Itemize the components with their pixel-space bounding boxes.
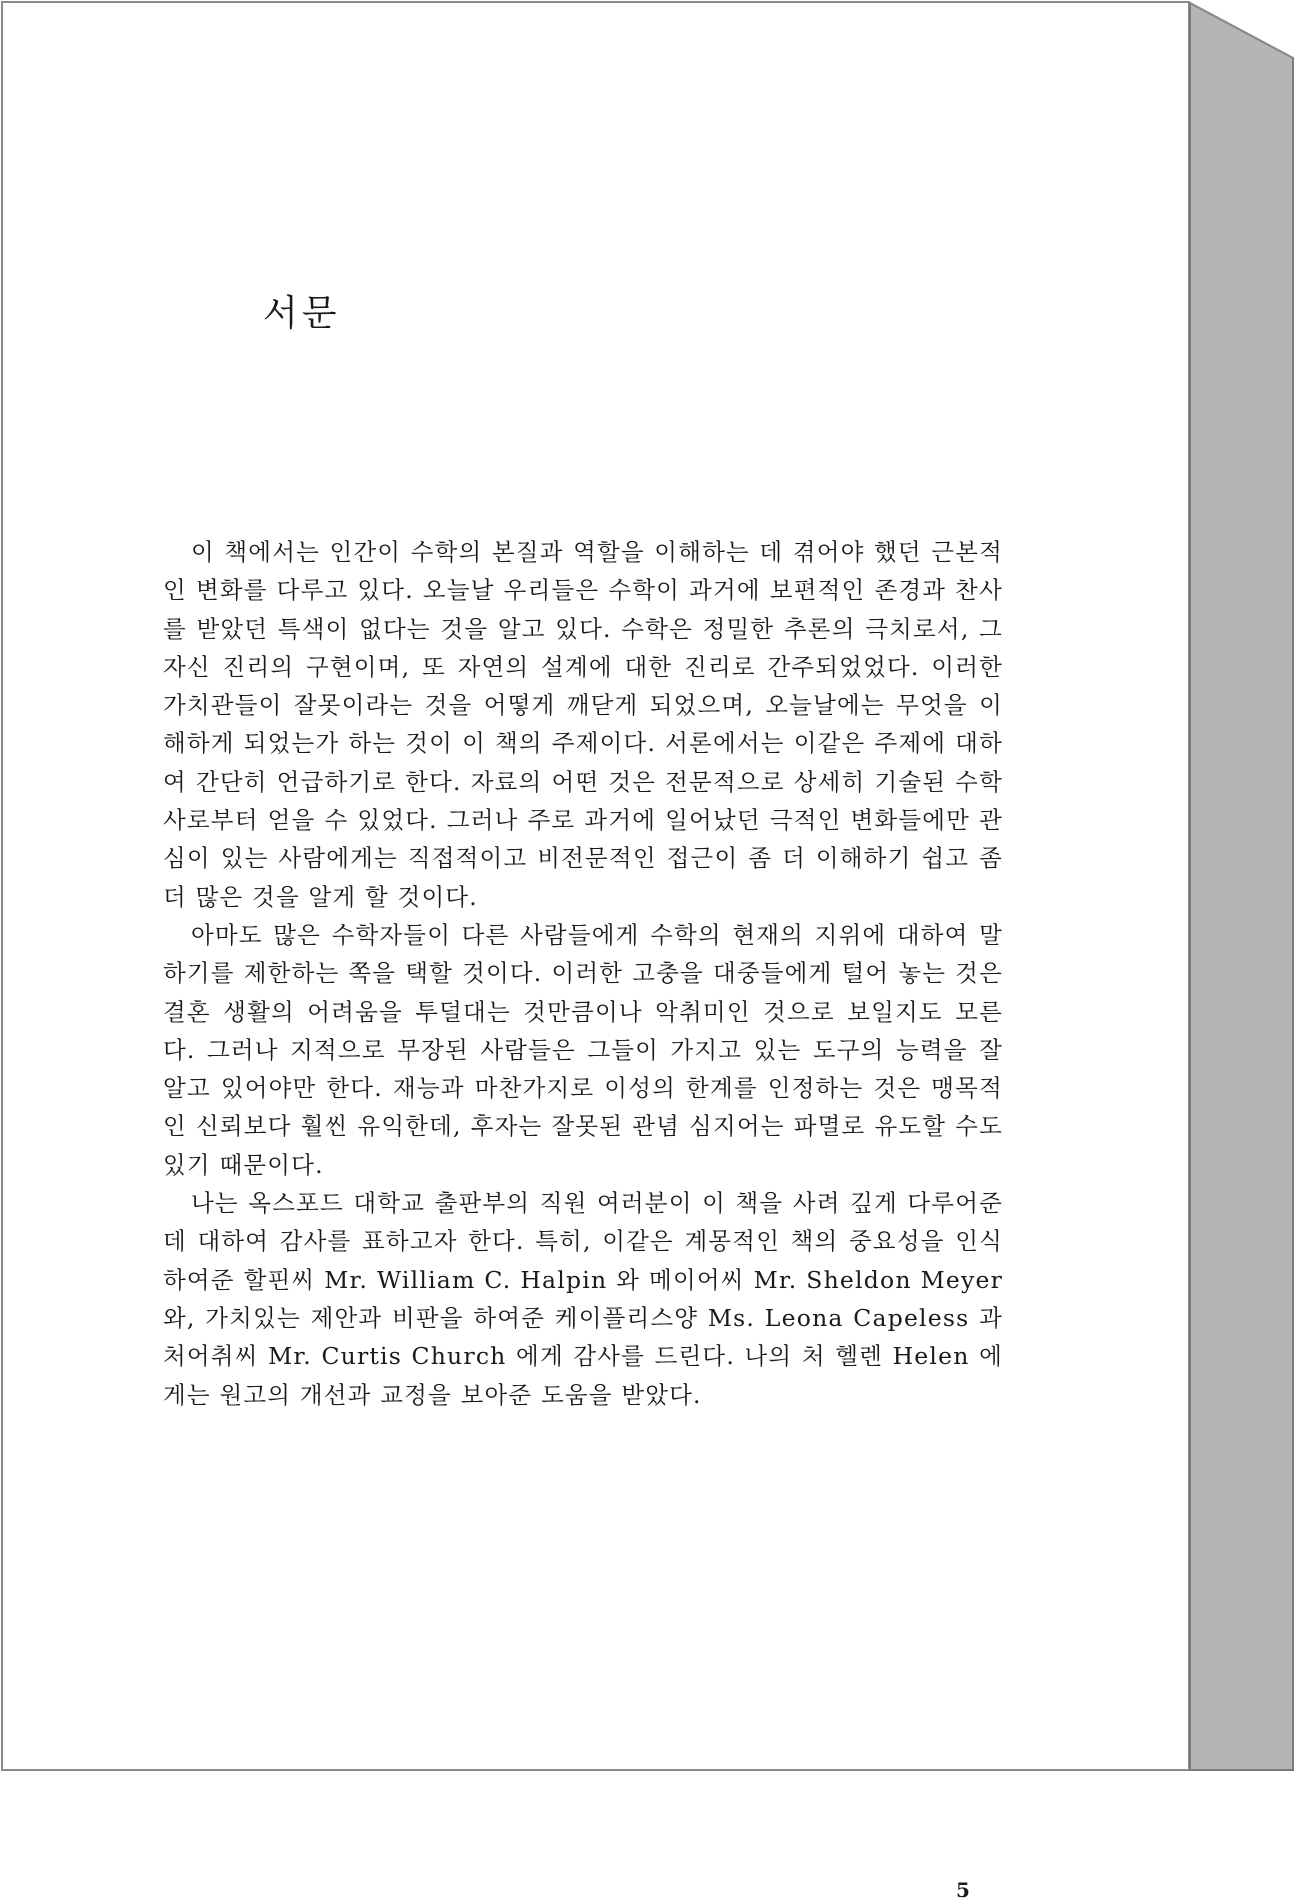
paragraph: 나는 옥스포드 대학교 출판부의 직원 여러분이 이 책을 사려 깊게 다루어준 데 대하여 감사를 표하고자 한다. 특히, 이같은 계몽적인 책의 중요성을 인식하여준 할핀씨 Mr. William C. Halpin 와 메이어씨 Mr. Sheldon Meyer 와, 가치있는 제안과 비판을 하여준 케이플리스양 Ms. Leona Capeless 과 처어취씨 Mr. Curtis Church 에게 감사를 드린다. 나의 처 헬렌 Helen 에게는 원고의 개선과 교정을 보아준 도움을 받았다. [163, 1189, 1003, 1409]
page-number: 5 [956, 1878, 970, 1902]
paragraph: 이 책에서는 인간이 수학의 본질과 역할을 이해하는 데 겪어야 했던 근본적인 변화를 다루고 있다. 오늘날 우리들은 수학이 과거에 보편적인 존경과 찬사를 받았던 특색이 없다는 것을 알고 있다. 수학은 정밀한 추론의 극치로서, 그 자신 진리의 구현이며, 또 자연의 설계에 대한 진리로 간주되었었다. 이러한 가치관들이 잘못이라는 것을 어떻게 깨닫게 되었으며, 오늘날에는 무엇을 이해하게 되었는가 하는 것이 이 책의 주제이다. 서론에서는 이같은 주제에 대하여 간단히 언급하기로 한다. 자료의 어떤 것은 전문적으로 상세히 기술된 수학사로부터 얻을 수 있었다. 그러나 주로 과거에 일어났던 극적인 변화들에만 관심이 있는 사람에게는 직접적이고 비전문적인 접근이 좀 더 이해하기 쉽고 좀 더 많은 것을 알게 할 것이다. [163, 538, 1003, 911]
body-text [163, 533, 1003, 1414]
book-top-edge [1190, 3, 1293, 58]
chapter-title: 서문 [263, 293, 341, 334]
book-side-face [1190, 3, 1293, 1770]
book-page [1, 1, 1190, 1902]
paragraph: 아마도 많은 수학자들이 다른 사람들에게 수학의 현재의 지위에 대하여 말하기를 제한하는 쪽을 택할 것이다. 이러한 고충을 대중들에게 털어 놓는 것은 결혼 생활의 어려움을 투덜대는 것만큼이나 악취미인 것으로 보일지도 모른다. 그러나 지적으로 무장된 사람들은 그들이 가지고 있는 도구의 능력을 잘 알고 있어야만 한다. 재능과 마찬가지로 이성의 한계를 인정하는 것은 맹목적인 신뢰보다 훨씬 유익한데, 후자는 잘못된 관념 심지어는 파멸로 유도할 수도 있기 때문이다. [163, 920, 1003, 1179]
